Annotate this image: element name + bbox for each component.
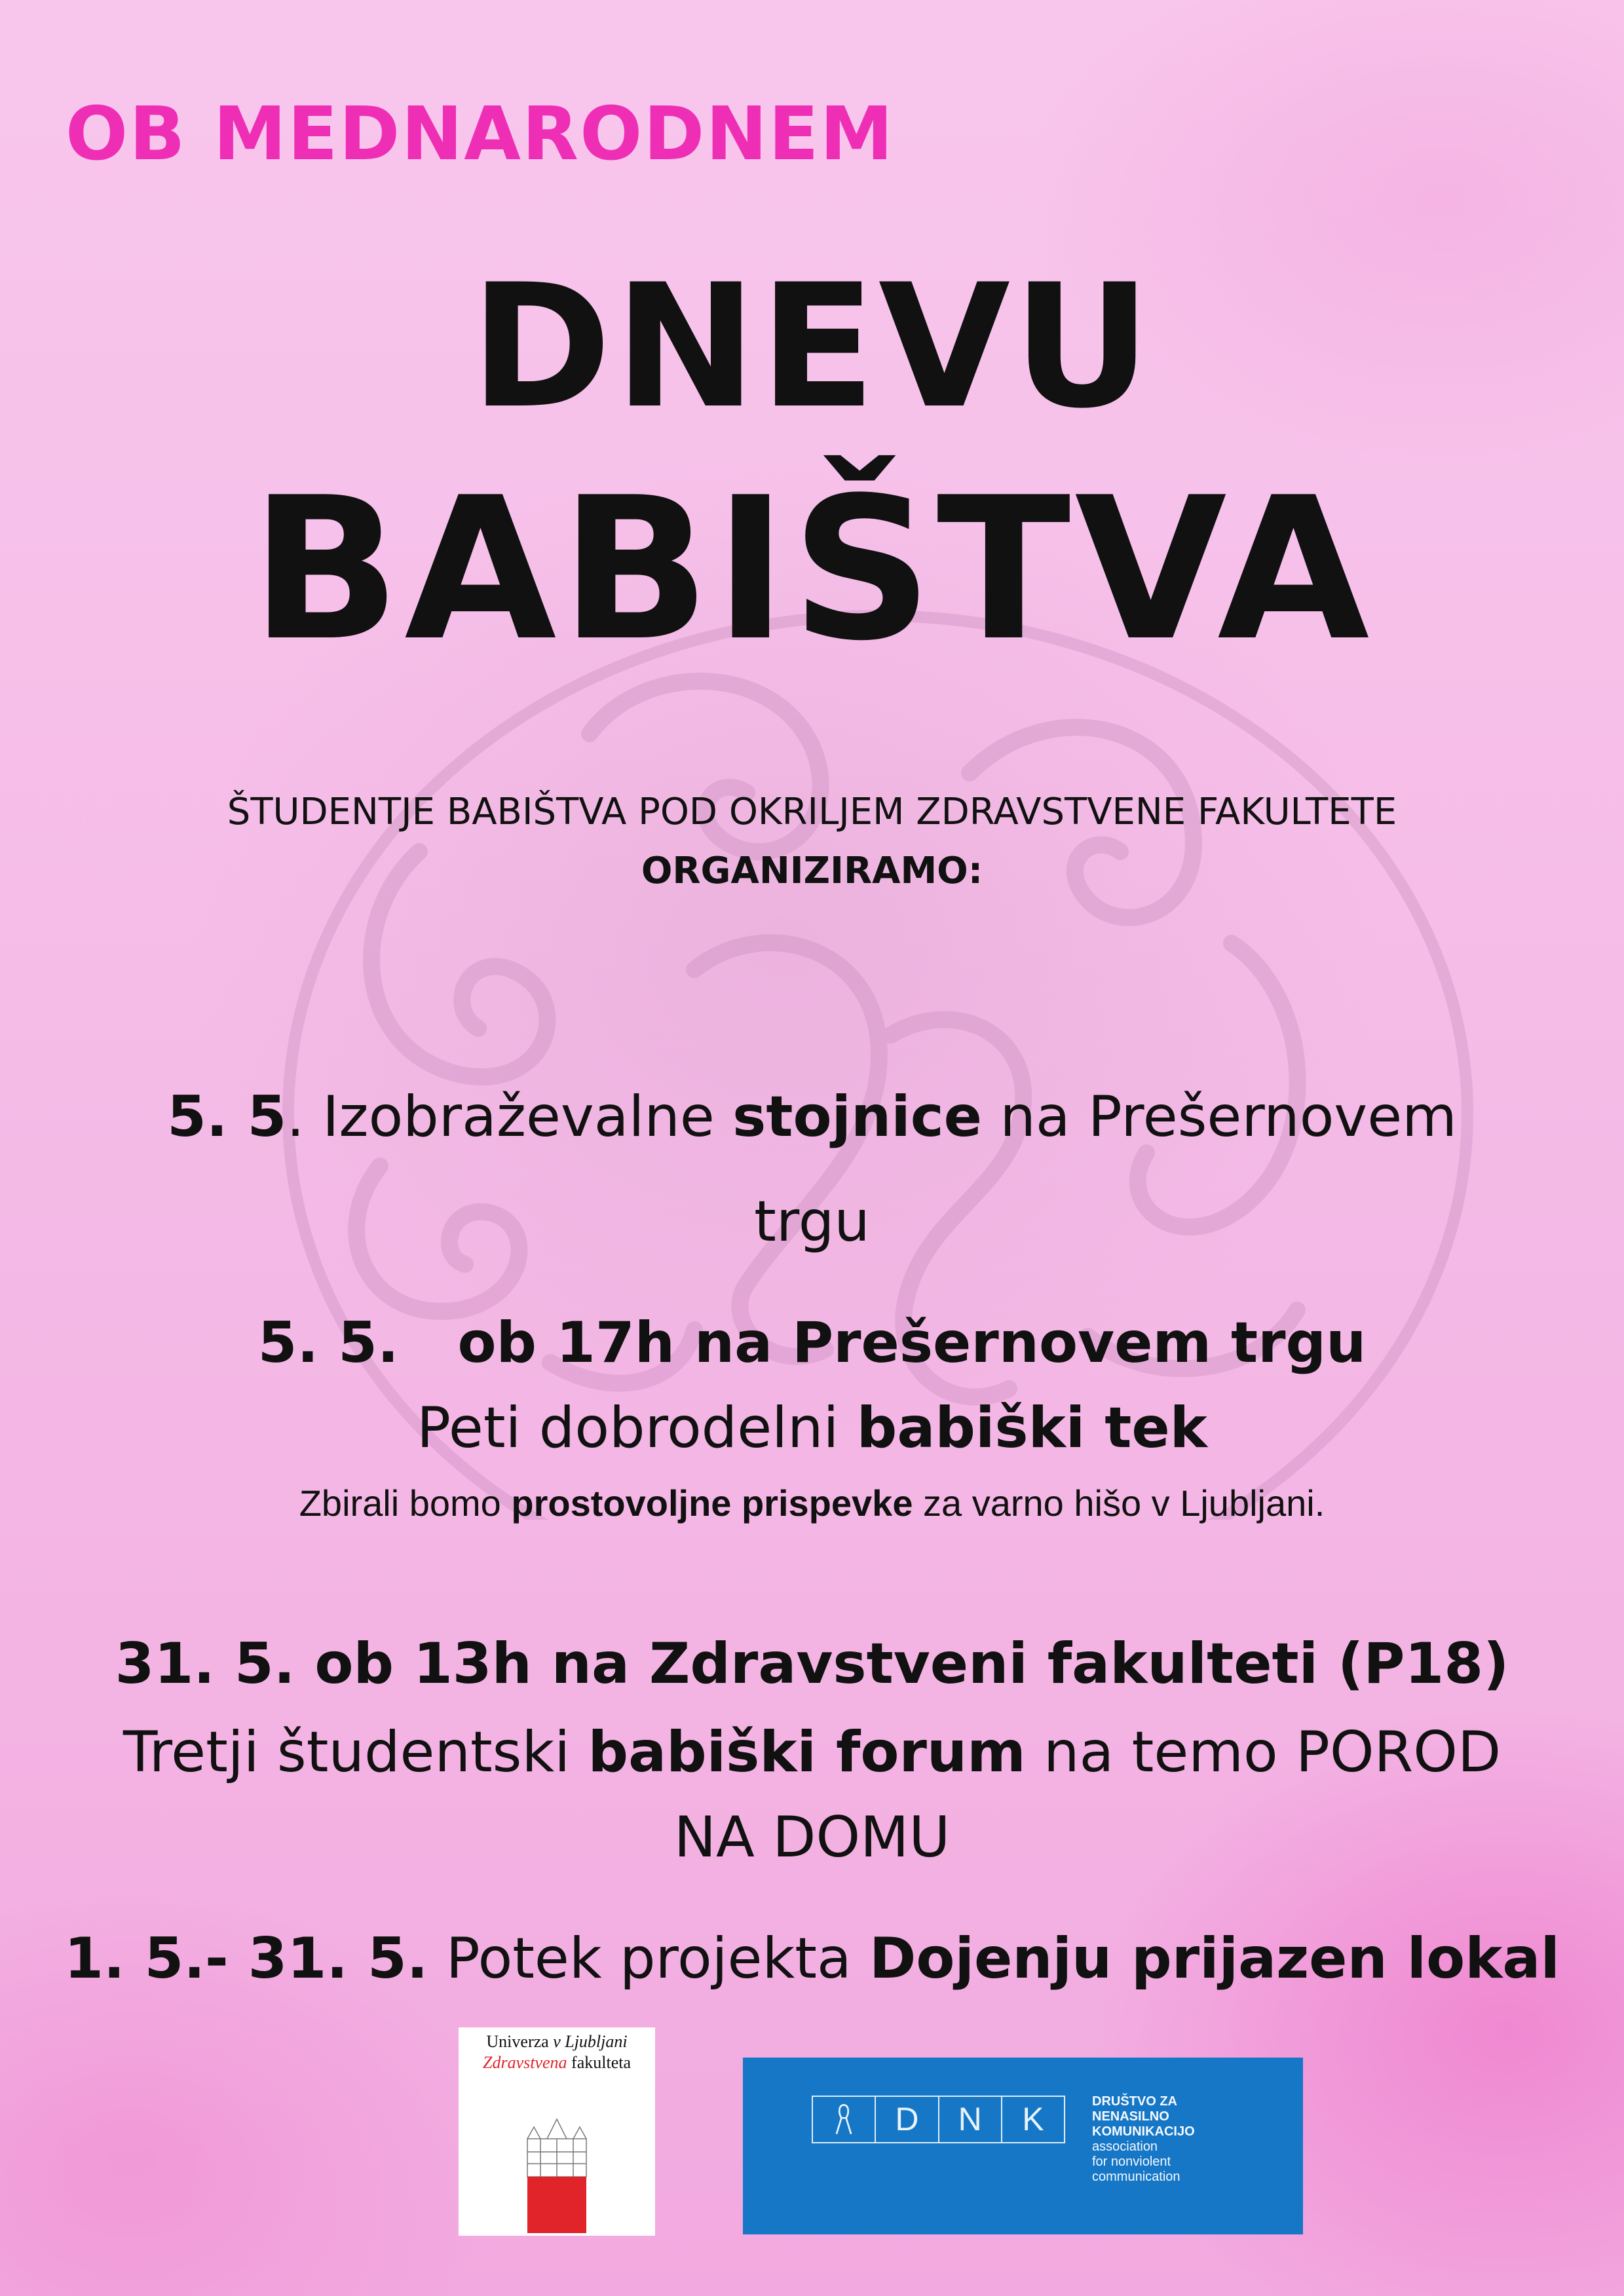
event-3-text-a: Tretji študentski [123,1720,588,1785]
event-3-line-2 [0,1716,1624,1788]
university-name [459,2031,655,2052]
dnk-line-1: DRUŠTVO ZA [1092,2094,1177,2109]
event-3-text-b: na temo POROD [1025,1720,1501,1785]
event-2-note-bold: prostovoljne prispevke [511,1482,913,1524]
dnk-line-6: communication [1092,2170,1180,2184]
event-2-bold: babiški tek [856,1395,1207,1461]
dnk-line-4: association [1092,2139,1158,2154]
event-2-note [0,1477,1624,1530]
dnk-line-2: NENASILNO [1092,2109,1169,2124]
university-city: v Ljubljani [553,2032,628,2051]
faculty-word-red: Zdravstvena [483,2053,567,2072]
ribbon-icon [813,2097,876,2142]
dnk-line-3: KOMUNIKACIJO [1092,2124,1195,2139]
event-4-text-a: Potek projekta [428,1926,870,1991]
kicker-text: OB MEDNARODNEM [66,92,895,177]
faculty-name [459,2052,655,2073]
event-4-line [0,1923,1624,1995]
event-3-bold: babiški forum [588,1720,1026,1785]
dnk-logo [743,2058,1303,2234]
intro-line-2: ORGANIZIRAMO: [641,850,983,892]
dnk-letter-n: N [939,2097,1002,2142]
event-3-heading: 31. 5. ob 13h na Zdravstveni fakulteti (P18) [115,1631,1509,1697]
event-1-date: 5. 5 [167,1084,287,1150]
event-4-date: 1. 5.- 31. 5. [64,1926,428,1991]
intro-line-1: ŠTUDENTJE BABIŠTVA POD OKRILJEM ZDRAVSTVENE FAKULTETE [227,791,1397,833]
dnk-description [1092,2094,1289,2185]
university-emblem-icon [521,2113,593,2234]
event-2-note-b: za varno hišo v Ljubljani. [913,1482,1325,1524]
dnk-mark [812,2096,1065,2143]
event-2-heading: 5. 5. ob 17h na Prešernovem trgu [257,1310,1367,1376]
university-logo [459,2027,655,2236]
event-1-line-2: trgu [754,1189,870,1254]
event-4-bold: Dojenju prijazen lokal [869,1926,1560,1991]
title-line-2: BABIŠTVA [250,455,1374,684]
event-1-text-a: . Izobraževalne [286,1084,733,1150]
event-2-text-a: Peti dobrodelni [417,1395,857,1461]
event-2-line-2 [0,1392,1624,1464]
dnk-line-5: for nonviolent [1092,2155,1171,2169]
event-1-text-b: na Prešernovem [982,1084,1457,1150]
event-1-line-1 [0,1081,1624,1153]
title-line-1: DNEVU [470,248,1154,446]
event-2-note-a: Zbirali bomo [299,1482,512,1524]
university-word: Univerza [486,2032,554,2051]
event-1-bold: stojnice [732,1084,983,1150]
dnk-letter-k: K [1022,2101,1044,2137]
faculty-word: fakulteta [567,2053,631,2072]
dnk-letter-d: D [876,2097,939,2142]
event-3-line-3: NA DOMU [673,1805,951,1870]
